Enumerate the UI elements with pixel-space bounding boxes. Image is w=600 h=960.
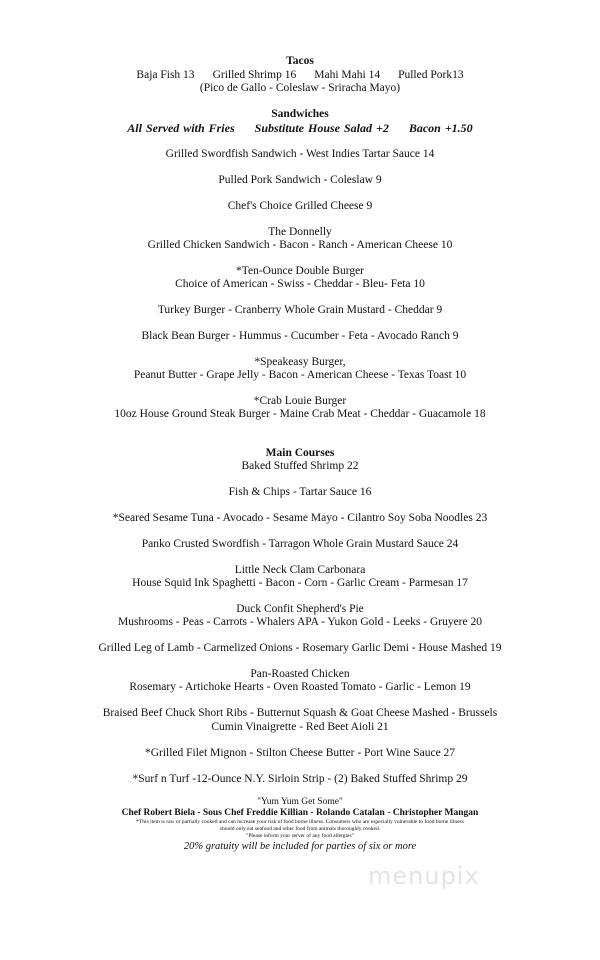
menu-item: *Surf n Turf -12-Ounce N.Y. Sirloin Strip - (2) Baked Stuffed Shrimp 29 — [132, 773, 468, 785]
menu-item: Pan-Roasted Chicken — [250, 668, 350, 680]
menu-item: Braised Beef Chuck Short Ribs - Butternut Squash & Goat Cheese Mashed - Brussels — [102, 707, 498, 719]
taco-item: Mahi Mahi 14 — [314, 69, 381, 81]
menu-item-detail: 10oz House Ground Steak Burger - Maine Crab Meat - Cheddar - Guacamole 18 — [114, 408, 486, 420]
menu-item: *Seared Sesame Tuna - Avocado - Sesame Mayo - Cilantro Soy Soba Noodles 23 — [112, 512, 488, 524]
sandwich-note: Bacon +1.50 — [408, 121, 473, 135]
menu-item-detail: House Squid Ink Spaghetti - Bacon - Corn - Garlic Cream - Parmesan 17 — [132, 577, 468, 589]
menu-item: Pulled Pork Sandwich - Coleslaw 9 — [218, 174, 382, 186]
menu-item-detail: Rosemary - Artichoke Hearts - Oven Roasted Tomato - Garlic - Lemon 19 — [129, 681, 471, 693]
menu-item: Black Bean Burger - Hummus - Cucumber - Feta - Avocado Ranch 9 — [141, 330, 459, 342]
menu-item: The Donnelly — [268, 226, 332, 238]
taco-item: Baja Fish 13 — [136, 69, 195, 81]
disclaimer: should only eat seafood and other food from animals thoroughly cooked. — [219, 826, 381, 832]
menu-item: Grilled Leg of Lamb - Carmelized Onions - Rosemary Garlic Demi - House Mashed 19 — [98, 642, 502, 654]
tacos-heading: Tacos — [286, 55, 314, 67]
menu-item: Panko Crusted Swordfish - Tarragon Whole Grain Mustard Sauce 24 — [141, 538, 459, 550]
menu-item: Turkey Burger - Cranberry Whole Grain Mustard - Cheddar 9 — [157, 304, 443, 316]
gratuity-note: 20% gratuity will be included for parties of six or more — [183, 841, 417, 852]
menu-item: Chef's Choice Grilled Cheese 9 — [227, 200, 373, 212]
main-courses-heading: Main Courses — [265, 447, 335, 459]
menu-item: Baked Stuffed Shrimp 22 — [241, 460, 359, 472]
taco-item: Pulled Pork13 — [398, 69, 464, 81]
allergy-note: "Please inform your server of any food allergies" — [246, 833, 354, 839]
menu-item: Little Neck Clam Carbonara — [234, 564, 366, 576]
disclaimer: *This item is raw or partially cooked and can increase your risk of food borne illness. Consumers who are especially vulnerable to food borne illness — [136, 819, 464, 825]
menu-item: *Grilled Filet Mignon - Stilton Cheese Butter - Port Wine Sauce 27 — [144, 747, 456, 759]
taco-item: Grilled Shrimp 16 — [212, 69, 297, 81]
tacos-items — [0, 69, 600, 82]
tacos-note: (Pico de Gallo - Coleslaw - Sriracha Mayo) — [199, 82, 401, 94]
sandwich-note: Substitute House Salad +2 — [254, 121, 389, 135]
menu-item: Fish & Chips - Tartar Sauce 16 — [228, 486, 372, 498]
menu-item-detail: Grilled Chicken Sandwich - Bacon - Ranch - American Cheese 10 — [147, 239, 453, 251]
menu-item: *Crab Louie Burger — [253, 395, 347, 407]
watermark-logo: menupix — [368, 862, 480, 890]
menu-item: *Ten-Ounce Double Burger — [236, 265, 364, 277]
menu-item: Duck Confit Shepherd's Pie — [236, 603, 364, 615]
menu-item-detail: Peanut Butter - Grape Jelly - Bacon - American Cheese - Texas Toast 10 — [133, 369, 467, 381]
menu-item-detail: Cumin Vinaigrette - Red Beet Aioli 21 — [211, 721, 389, 733]
sandwiches-notes — [0, 122, 600, 135]
slogan: "Yum Yum Get Some" — [257, 797, 343, 807]
menu-item-detail: Mushrooms - Peas - Carrots - Whalers APA - Yukon Gold - Leeks - Gruyere 20 — [117, 616, 482, 628]
chef-credits: Chef Robert Biela - Sous Chef Freddie Killian - Rolando Catalan - Christopher Mangan — [121, 808, 479, 818]
sandwich-note: All Served with Fries — [127, 121, 235, 135]
sandwiches-heading: Sandwiches — [271, 108, 329, 120]
menu-item-detail: Choice of American - Swiss - Cheddar - Bleu- Feta 10 — [175, 278, 425, 290]
menu-item: Grilled Swordfish Sandwich - West Indies Tartar Sauce 14 — [165, 148, 435, 160]
menu-item: *Speakeasy Burger, — [254, 356, 346, 368]
